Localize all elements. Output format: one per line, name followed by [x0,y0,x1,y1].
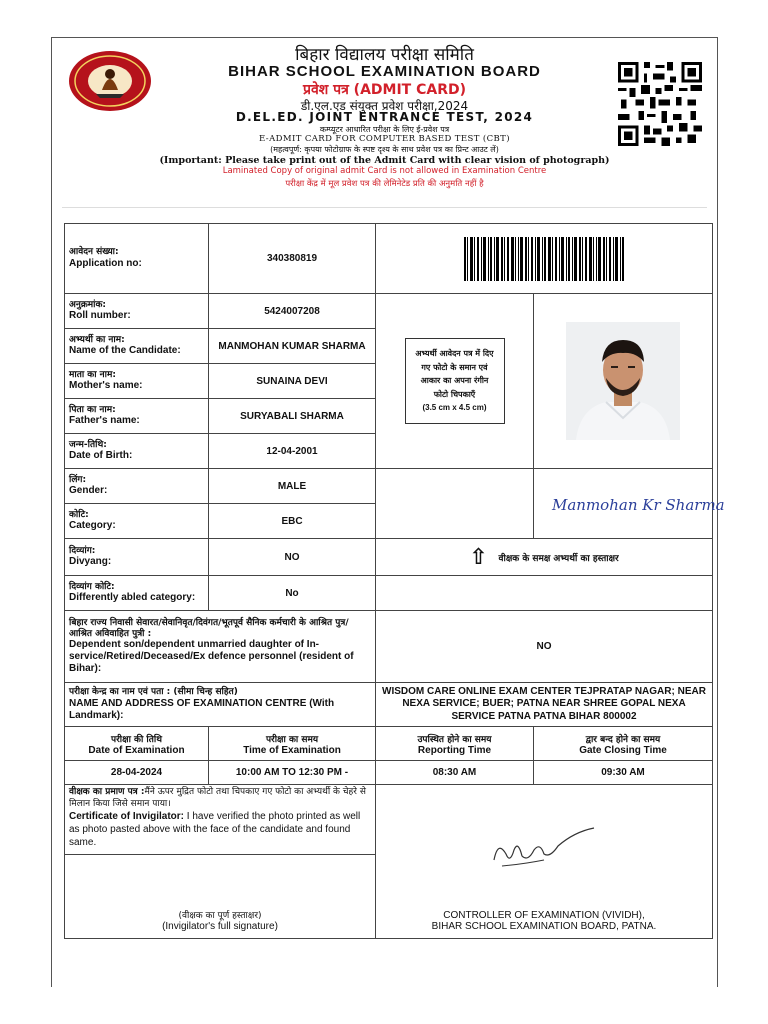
cbt-hindi: कम्प्यूटर आधारित परीक्षा के लिए ई-प्रवेश पत्र [319,125,450,134]
header-separator [62,207,707,208]
important-english: (Important: Please take print out of the Admit Card with clear vision of photograph) [159,155,610,166]
table-row [65,224,713,294]
exam-date-header: परीक्षा की तिथि Date of Examination [65,727,209,761]
cbt-english: E-ADMIT CARD FOR COMPUTER BASED TEST (CBT) [259,134,510,144]
admit-card-title: प्रवेश पत्र (ADMIT CARD) [302,82,467,98]
controller-line1: CONTROLLER OF EXAMINATION (VIVIDH), [443,910,645,921]
controller-cell [376,785,713,939]
father-name-value: SURYABALI SHARMA [209,399,376,434]
gender-label: लिंग: Gender: [65,469,209,504]
exam-time-header: परीक्षा का समय Time of Examination [209,727,376,761]
signature-note: वीक्षक के समक्ष अभ्यर्थी का हस्ताक्षर [498,553,619,564]
gender-value: MALE [209,469,376,504]
photo-instruction-box: अभ्यर्थी आवेदन पत्र में दिए गए फोटो के समान एवं आकार का अपना रंगीन फोटो चिपकाएँ (3.5 cm x 4.5 cm) [405,338,505,424]
invigilator-signature-label: (Invigilator's full signature) [162,921,278,932]
category-value: EBC [209,504,376,539]
table-row [65,785,713,855]
table-row [65,761,713,785]
mother-name-label: माता का नाम: Mother's name: [65,364,209,399]
candidate-signature-cell [534,469,725,539]
barcode [464,237,624,281]
dependent-label: बिहार राज्य निवासी सेवारत/सेवानिवृत/दिवंगत/भूतपूर्व सैनिक कर्मचारी के आश्रित पुत्र/आश्रित अविवाहित पुत्री : Dependent son/dependent unmarried daughter of In-service/Retired/Deceased/Ex defence personnel (resident of Bihar): [65,611,376,683]
table-row [65,683,713,727]
table-row [65,539,713,576]
barcode-cell [376,224,713,294]
gate-closing-header: द्वार बन्द होने का समय Gate Closing Time [534,727,713,761]
centre-address: WISDOM CARE ONLINE EXAM CENTER TEJPRATAP NAGAR; NEAR NEXA SERVICE; BUER; PATNA NEAR SHREE GOPAL NEXA SERVICE PATNA PATNA BIHAR 800002 [376,683,713,727]
empty-cell [376,576,713,611]
photo-instruction-cell [376,294,534,469]
empty-cell [376,469,534,539]
candidate-photo-cell [534,294,713,469]
dependent-value: NO [376,611,713,683]
disabled-category-label: दिव्यांग कोटि: Differently abled category: [65,576,209,611]
controller-signature [484,820,604,880]
table-row [65,469,713,504]
application-no-value: 340380819 [209,224,376,294]
candidate-signature-text: Manmohan Kr Sharma [552,495,725,514]
father-name-label: पिता का नाम: Father's name: [65,399,209,434]
roll-number-label: अनुक्रमांक: Roll number: [65,294,209,329]
laminated-hindi: परीक्षा केंद्र में मूल प्रवेश पत्र की लेमिनेटेड प्रति की अनुमति नहीं है [285,179,484,189]
signature-note-cell [376,539,713,576]
centre-label: परीक्षा केन्द्र का नाम एवं पता : (सीमा चिन्ह सहित) NAME AND ADDRESS OF EXAMINATION CENTRE (With Landmark): [65,683,376,727]
dob-label: जन्म-तिथि: Date of Birth: [65,434,209,469]
application-no-label: आवेदन संख्या: Application no: [65,224,209,294]
divyang-value: NO [209,539,376,576]
table-row [65,576,713,611]
invigilator-signature-cell [65,855,376,939]
divyang-label: दिव्यांग: Divyang: [65,539,209,576]
board-name: BIHAR SCHOOL EXAMINATION BOARD [228,63,541,80]
candidate-photo [566,322,680,440]
qr-code [618,62,702,146]
table-row [65,611,713,683]
board-name-hindi: बिहार विद्यालय परीक्षा समिति [295,45,474,65]
roll-number-value: 5424007208 [209,294,376,329]
header [52,40,717,205]
candidate-name-label: अभ्यर्थी का नाम: Name of the Candidate: [65,329,209,364]
up-arrow-icon: ⇧ [469,544,488,570]
invigilator-certificate: वीक्षक का प्रमाण पत्र :मैंने ऊपर मुद्रित फोटो तथा चिपकाए गए फोटो का अभ्यर्थी के चेहरे से मिलान किया जिसे समान पाया। Certificate of Invigilator: I have verified the photo printed as well as photo pasted above with the face of the candidate and found same. [65,785,376,855]
exam-time-value: 10:00 AM TO 12:30 PM - [209,761,376,785]
table-row [65,294,713,329]
candidate-name-value: MANMOHAN KUMAR SHARMA [209,329,376,364]
disabled-category-value: No [209,576,376,611]
dob-value: 12-04-2001 [209,434,376,469]
gate-closing-value: 09:30 AM [534,761,713,785]
mother-name-value: SUNAINA DEVI [209,364,376,399]
invigilator-signature-hindi: (वीक्षक का पूर्ण हस्ताक्षर) [178,911,262,921]
exam-name-hindi: डी.एल.एड संयुक्त प्रवेश परीक्षा,2024 [300,99,469,113]
controller-line2: BIHAR SCHOOL EXAMINATION BOARD, PATNA. [431,921,657,932]
exam-name: D.EL.ED. JOINT ENTRANCE TEST, 2024 [235,110,534,124]
exam-date-value: 28-04-2024 [65,761,209,785]
reporting-time-header: उपस्थित होने का समय Reporting Time [376,727,534,761]
admit-card-table [64,223,725,939]
table-row [65,727,713,761]
important-hindi: (महत्वपूर्ण: कृपया फोटोग्राफ के स्पष्ट दृश्य के साथ प्रवेश पत्र का प्रिन्ट आउट लें) [270,145,499,154]
candidate-signature [548,484,725,524]
reporting-time-value: 08:30 AM [376,761,534,785]
category-label: कोटि: Category: [65,504,209,539]
laminated-english: Laminated Copy of original admit Card is not allowed in Examination Centre [222,166,547,176]
